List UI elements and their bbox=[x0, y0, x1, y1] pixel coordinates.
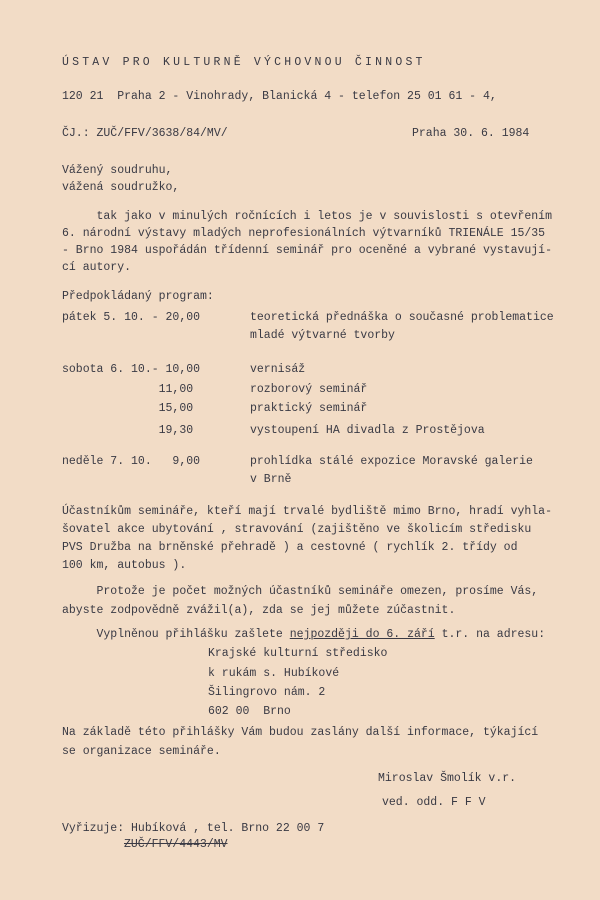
closing-line: Na základě této přihlášky Vám budou zaslány další informace, týkající bbox=[62, 726, 539, 739]
program-time: pátek 5. 10. - 20,00 bbox=[62, 311, 201, 324]
limited-line: abyste zodpovědně zvážil(a), zda se jej můžete zúčastnit. bbox=[62, 604, 456, 617]
address-line: Krajské kulturní středisko bbox=[208, 647, 388, 660]
intro-line: tak jako v minulých ročnících i letos je v souvislosti s otevřením bbox=[62, 210, 552, 223]
place-date: Praha 30. 6. 1984 bbox=[412, 127, 530, 140]
closing-line: se organizace semináře. bbox=[62, 745, 221, 758]
signature-department: ved. odd. F F V bbox=[382, 796, 486, 809]
program-event: praktický seminář bbox=[250, 402, 368, 415]
program-event: mladé výtvarné tvorby bbox=[250, 329, 395, 342]
institution-header: ÚSTAV PRO KULTURNĚ VÝCHOVNOU ČINNOST bbox=[62, 56, 426, 69]
salutation-line: Vážený soudruhu, bbox=[62, 164, 173, 177]
program-time: 15,00 bbox=[62, 402, 194, 415]
program-time: 19,30 bbox=[62, 424, 194, 437]
salutation-line: vážená soudružko, bbox=[62, 181, 180, 194]
program-time: sobota 6. 10.- 10,00 bbox=[62, 363, 201, 376]
reference-number: ČJ.: ZUČ/FFV/3638/84/MV/ bbox=[62, 127, 228, 140]
accommodation-line: 100 km, autobus ). bbox=[62, 559, 187, 572]
program-event: vystoupení HA divadla z Prostějova bbox=[250, 424, 485, 437]
program-event: v Brně bbox=[250, 473, 292, 486]
send-deadline: nejpozději do 6. září bbox=[289, 628, 435, 641]
program-event: vernisáž bbox=[250, 363, 306, 376]
program-time: neděle 7. 10. 9,00 bbox=[62, 455, 201, 468]
address-line: 602 00 Brno bbox=[208, 705, 291, 718]
intro-line: - Brno 1984 uspořádán třídenní seminář pro oceněné a vybrané vystavují- bbox=[62, 244, 552, 257]
footer-reference: ZUČ/FFV/4443/MV bbox=[124, 838, 228, 851]
intro-line: 6. národní výstavy mladých neprofesionálních výtvarníků TRIENÁLE 15/35 bbox=[62, 227, 546, 240]
limited-line: Protože je počet možných účastníků semináře omezen, prosíme Vás, bbox=[62, 585, 539, 598]
send-prefix: Vyplněnou přihlášku zašlete bbox=[62, 628, 290, 641]
institution-address: 120 21 Praha 2 - Vinohrady, Blanická 4 - telefon 25 01 61 - 4, bbox=[62, 90, 497, 103]
program-event: rozborový seminář bbox=[250, 383, 368, 396]
accommodation-line: šovatel akce ubytování , stravování (zajištěno ve školicím středisku bbox=[62, 523, 532, 536]
accommodation-line: Účastníkům semináře, kteří mají trvalé bydliště mimo Brno, hradí vyhla- bbox=[62, 505, 552, 518]
address-line: k rukám s. Hubíkové bbox=[208, 667, 340, 680]
program-event: teoretická přednáška o současné problematice bbox=[250, 311, 554, 324]
send-suffix: t.r. na adresu: bbox=[434, 628, 546, 641]
accommodation-line: PVS Družba na brněnské přehradě ) a cestovné ( rychlík 2. třídy od bbox=[62, 541, 518, 554]
program-event: prohlídka stálé expozice Moravské galerie bbox=[250, 455, 533, 468]
program-time: 11,00 bbox=[62, 383, 194, 396]
signature-name: Miroslav Šmolík v.r. bbox=[378, 772, 517, 785]
program-label: Předpokládaný program: bbox=[62, 290, 214, 303]
send-instruction bbox=[62, 628, 545, 642]
handled-by: Vyřizuje: Hubíková , tel. Brno 22 00 7 bbox=[62, 822, 325, 835]
intro-line: cí autory. bbox=[62, 261, 132, 274]
address-line: Šilingrovo nám. 2 bbox=[208, 686, 326, 699]
